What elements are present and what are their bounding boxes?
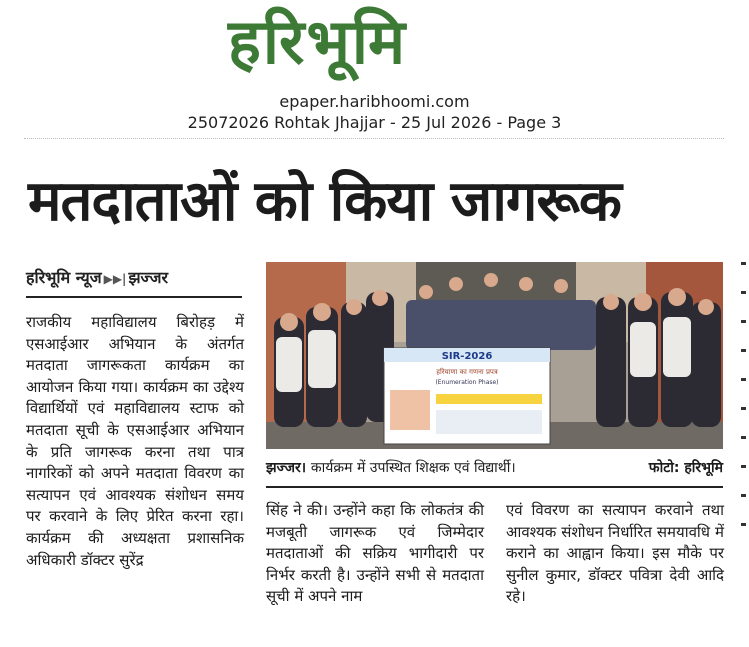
caption-place: झज्जर। (266, 460, 307, 476)
caption-text: कार्यक्रम में उपस्थित शिक्षक एवं विद्यार्थी। (310, 460, 516, 476)
byline-source: हरिभूमि न्यूज (26, 268, 102, 287)
photo-caption (266, 458, 723, 482)
banner-line-1: हरियाणा का गणना प्रपत्र (436, 368, 498, 376)
adjacent-column-edge (741, 262, 749, 602)
article-headline: मतदाताओं को किया जागरूक (28, 169, 621, 234)
banner-line-2: (Enumeration Phase) (435, 379, 499, 386)
site-url[interactable]: epaper.haribhoomi.com (279, 92, 470, 111)
banner-title: SIR-2026 (441, 351, 493, 362)
byline-rule (26, 296, 242, 298)
article-column-2 (266, 500, 484, 608)
article-column-3 (506, 500, 724, 608)
masthead (0, 0, 749, 140)
byline (26, 266, 242, 296)
article-column-1 (26, 312, 244, 571)
column-2-text: सिंह ने की। उन्होंने कहा कि लोकतंत्र की मजबूती जागरूक एवं जिम्मेदार मतदाताओं की सक्रिय भागीदारी पर निर्भर करती है। उन्होंने सभी से मतदाता सूची में अपने नाम (266, 501, 484, 606)
clip-border (24, 138, 724, 139)
newspaper-logo (228, 2, 524, 82)
byline-place: झज्जर (128, 268, 169, 287)
article-photo (266, 262, 723, 449)
edition-info: 25072026 Rohtak Jhajjar - 25 Jul 2026 - Page 3 (187, 113, 562, 132)
column-1-text: राजकीय महाविद्यालय बिरोहड़ में एसआईआर अभियान के अंतर्गत मतदाता जागरूकता कार्यक्रम का आयोजन किया गया। कार्यक्रम का उद्देश्य विद्यार्थियों एवं महाविद्यालय स्टाफ को मतदाता सूची के एसआईआर अभियान के प्रति जागरूक करना तथा पात्र नागरिकों को अपने मतदाता विवरण का सत्यापन एवं आवश्यक संशोधन समय पर करवाने के लिए प्रेरित करना रहा। कार्यक्रम की अध्यक्षता प्रशासनिक अधिकारी डॉक्टर सुरेंद्र (26, 313, 244, 569)
photo-credit: फोटो: हरिभूमि (648, 460, 723, 476)
byline-arrows-icon: ▶▶| (103, 272, 127, 286)
column-3-text: एवं विवरण का सत्यापन करवाने तथा आवश्यक संशोधन निर्धारित समयावधि में कराने का आह्वान किया। इस मौके पर सुनील कुमार, डॉक्टर पवित्रा देवी आदि रहे। (506, 501, 724, 606)
group-photo-image (266, 262, 723, 449)
logo-text: हरिभूमि (228, 5, 408, 78)
caption-rule (266, 486, 723, 488)
